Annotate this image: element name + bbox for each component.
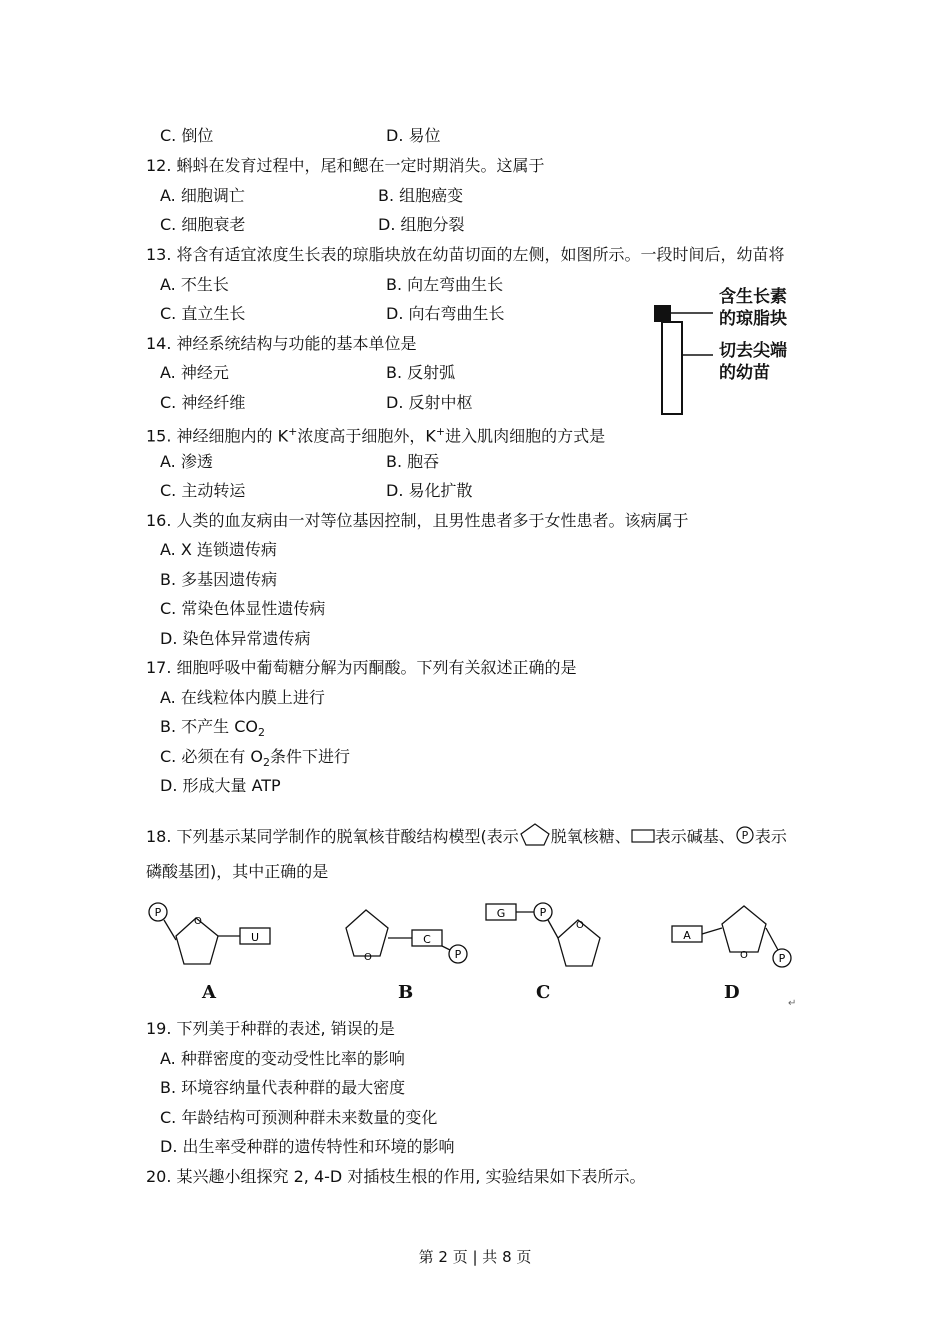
phosphate-circle-icon [735,825,755,845]
q15-option-b: B. 胞吞 [386,452,440,471]
q18-stem [146,822,787,847]
paragraph-mark: ↵ [788,998,797,1009]
q17-option-b [160,717,265,743]
oxygen-label: O [364,952,372,963]
q20-stem: 20. 某兴趣小组探究 2, 4-D 对插枝生根的作用, 实验结果如下表所示。 [146,1167,646,1186]
base-label: A [683,929,691,942]
svg-text:P: P [741,829,749,842]
nucleotide-option-a [144,898,284,978]
deoxyribose-pentagon [346,910,388,956]
q13-figure [645,285,805,420]
q15-stem-part-3: 进入肌肉细胞的方式是 [445,426,606,446]
pentagon-icon [519,822,551,846]
o2-subscript: 2 [263,756,271,770]
k-ion-sup-2: + [435,425,446,438]
seedling-label-1: 切去尖端 [719,341,787,361]
base-label: C [423,933,431,946]
q16-option-b: B. 多基因遗传病 [160,570,278,589]
agar-label-2: 的琼脂块 [719,309,787,329]
oxygen-label: O [576,920,584,931]
base-label: U [250,931,260,944]
option-label-d: D [724,982,740,1003]
rectangle-icon [631,829,655,843]
q18-stem-part-4: 表示 [754,827,787,846]
q12-stem: 12. 蝌蚪在发育过程中，尾和鳃在一定时期消失。这属于 [146,156,545,175]
q12-option-a: A. 细胞调亡 [160,186,245,205]
q17-option-b-text: B. 不产生 CO [160,717,259,736]
q13-option-b: B. 向左弯曲生长 [386,275,504,294]
option-label-a: A [202,982,216,1003]
q12-option-d: D. 组胞分裂 [378,215,465,234]
base-label: G [496,907,506,920]
q19-option-b: B. 环境容纳量代表种群的最大密度 [160,1078,406,1097]
q11-option-c: C. 倒位 [160,126,214,145]
q17-option-a: A. 在线粒体内膜上进行 [160,688,325,707]
q19-option-a: A. 种群密度的变动受性比率的影响 [160,1049,405,1068]
q18-stem-part-1: 18. 下列基示某同学制作的脱氧核苷酸结构模型(表示 [146,827,519,846]
k-ion-sup-1: + [288,425,298,438]
q13-option-c: C. 直立生长 [160,304,246,323]
q16-option-a: A. X 连锁遗传病 [160,540,277,559]
phosphate-label: P [539,906,547,919]
q15-stem-part-1: 15. 神经细胞内的 K [146,426,289,446]
q11-option-d: D. 易位 [386,126,441,145]
q15-stem-part-2: 浓度高于细胞外，K [297,426,436,446]
q15-option-a: A. 渗透 [160,452,213,471]
q16-option-d: D. 染色体异常遗传病 [160,629,311,648]
q14-option-d: D. 反射中枢 [386,393,473,412]
q18-stem-line-2: 磷酸基团)，其中正确的是 [146,862,329,881]
phosphate-label: P [778,952,786,965]
q14-option-b: B. 反射弧 [386,363,456,382]
q17-option-c [160,747,350,773]
q12-option-b: B. 组胞癌变 [378,186,464,205]
q18-stem-part-2: 脱氧核糖、 [550,827,631,846]
q12-option-c: C. 细胞衰老 [160,215,246,234]
q19-stem: 19. 下列美于种群的表述, 销误的是 [146,1019,395,1038]
q19-option-c: C. 年龄结构可预测种群未来数量的变化 [160,1108,438,1127]
nucleotide-option-b [338,898,478,978]
q17-stem: 17. 细胞呼吸中葡萄糖分解为丙酮酸。下列有关叙述正确的是 [146,658,577,677]
q19-option-d: D. 出生率受种群的遗传特性和环境的影响 [160,1137,455,1156]
q15-option-d: D. 易化扩散 [386,481,473,500]
q14-option-a: A. 神经元 [160,363,229,382]
q17-option-d: D. 形成大量 ATP [160,776,281,795]
q13-stem: 13. 将含有适宜浓度生长表的琼脂块放在幼苗切面的左侧，如图所示。一段时间后，幼苗将 [146,245,785,264]
option-label-b: B [398,982,414,1003]
q17-option-c-text-2: 条件下进行 [270,747,351,766]
seedling-stem [662,322,682,414]
agar-block [654,305,671,322]
q16-option-c: C. 常染色体显性遗传病 [160,599,326,618]
seedling-label-2: 的幼苗 [719,363,770,383]
q13-option-d: D. 向右弯曲生长 [386,304,505,323]
option-label-c: C [536,982,551,1003]
co2-subscript: 2 [258,726,266,740]
phosphate-label: P [454,948,462,961]
nucleotide-option-c [480,898,620,978]
q14-option-c: C. 神经纤维 [160,393,246,412]
phosphate-label: P [154,906,162,919]
q17-option-c-text-1: C. 必须在有 O [160,747,264,766]
agar-label-1: 含生长素 [719,287,787,307]
page-footer: 第 2 页 | 共 8 页 [418,1248,532,1266]
nucleotide-option-d [666,898,806,978]
q16-stem: 16. 人类的血友病由一对等位基因控制，且男性患者多于女性患者。该病属于 [146,511,689,530]
q13-option-a: A. 不生长 [160,275,229,294]
deoxyribose-pentagon [722,906,766,952]
q14-stem: 14. 神经系统结构与功能的基本单位是 [146,334,417,353]
oxygen-label: O [194,916,202,927]
q15-stem [146,422,605,446]
oxygen-label: O [740,950,748,961]
q18-stem-part-3: 表示碱基、 [654,827,735,846]
q15-option-c: C. 主动转运 [160,481,246,500]
